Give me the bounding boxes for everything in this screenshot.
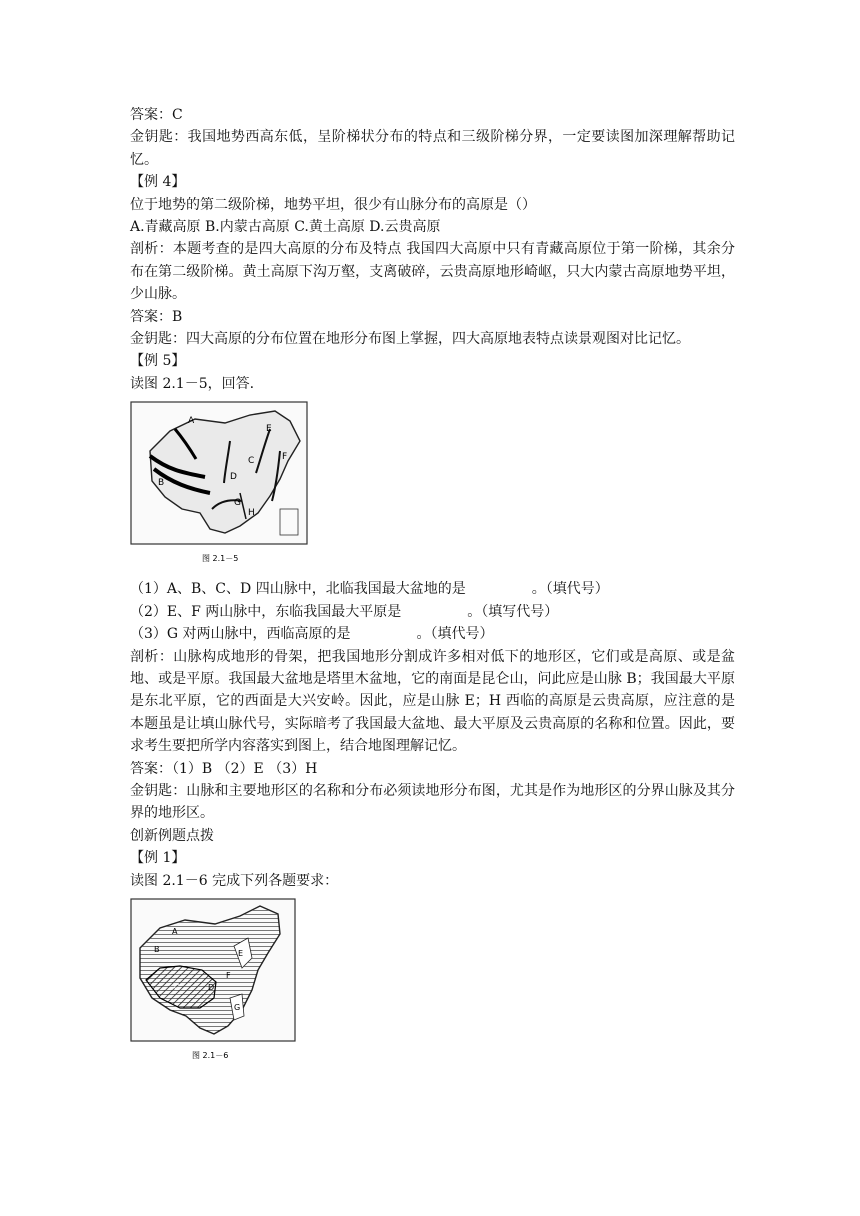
china-mountains-map: [130, 401, 310, 566]
map2-label-e: E: [238, 948, 244, 958]
map-label-d: D: [230, 472, 237, 483]
example-1-prompt: 读图 2.1－6 完成下列各题要求：: [130, 872, 339, 889]
answer-bundle: 答案：（1）B （2）E （3）H: [130, 760, 318, 777]
answer-b: 答案：B: [130, 308, 183, 325]
example-4-heading: 【例 4】: [130, 174, 186, 191]
figure2-caption: 图 2.1－6: [192, 1050, 229, 1060]
analysis-1: 剖析：本题考查的是四大高原的分布及特点 我国四大高原中只有青藏高原位于第一阶梯，其余分布在第二级阶梯。黄土高原下沟万壑，支离破碎，云贵高原地形崎岖，只大内蒙古高原地势平坦，少山脉。: [130, 241, 735, 303]
example-5-heading: 【例 5】: [130, 353, 186, 370]
analysis-2: 剖析：山脉构成地形的骨架，把我国地形分割成许多相对低下的地形区，它们或是高原、或是盆地、或是平原。我国最大盆地是塔里木盆地，它的南面是昆仑山，问此应是山脉 B；我国最大平原是东北平原，它的西面是大兴安岭。因此，应是山脉 E；H 西临的高原是云贵高原，应注意的是本题虽是让填山脉代号，实际暗考了我国最大盆地、最大平原及云贵高原的名称和位置。因此，要求考生要把所学内容落实到图上，结合地图理解记忆。: [130, 648, 735, 755]
map-label-a: A: [188, 416, 195, 427]
figure-caption: 图 2.1－5: [202, 554, 239, 564]
map-label-b: B: [158, 478, 165, 489]
china-regions-map: [130, 898, 298, 1063]
key-tip-2: 金钥匙：四大高原的分布位置在地形分布图上掌握，四大高原地表特点读景观图对比记忆。: [130, 331, 690, 348]
map-label-h: H: [248, 508, 255, 519]
document-page: [130, 104, 735, 1063]
map-label-f: F: [282, 452, 288, 463]
map2-label-g: G: [234, 1002, 241, 1012]
map2-label-d: D: [208, 982, 215, 992]
question-2: （2）E、F 两山脉中，东临我国最大平原是 。（填写代号）: [130, 603, 559, 620]
map2-label-a: A: [172, 926, 178, 936]
map-label-g: G: [234, 498, 241, 509]
key-tip-1: 金钥匙：我国地势西高东低，呈阶梯状分布的特点和三级阶梯分界，一定要读图加深理解帮助记忆。: [130, 129, 735, 168]
example-5-prompt: 读图 2.1－5，回答.: [130, 375, 255, 392]
section-innovation: 创新例题点拨: [130, 827, 214, 844]
question-1: （1）A、B、C、D 四山脉中，北临我国最大盆地的是 。（填代号）: [130, 581, 609, 598]
key-tip-3: 金钥匙：山脉和主要地形区的名称和分布必须读地形分布图，尤其是作为地形区的分界山脉及其分界的地形区。: [130, 782, 735, 822]
map2-label-b: B: [154, 944, 160, 954]
map2-label-f: F: [226, 970, 231, 980]
map2-label-c: C: [174, 982, 180, 992]
answer-c: 答案：C: [130, 107, 183, 123]
example-4-options: A.青藏高原 B.内蒙古高原 C.黄土高原 D.云贵高原: [130, 219, 441, 236]
map-label-c: C: [248, 456, 255, 467]
figure-2-1-6: [130, 898, 735, 1063]
map-label-e: E: [266, 424, 272, 435]
example-4-question: 位于地势的第二级阶梯，地势平坦，很少有山脉分布的高原是（）: [130, 196, 536, 213]
question-3: （3）G 对两山脉中，西临高原的是 。（填代号）: [130, 626, 494, 643]
figure-2-1-5: [130, 401, 735, 566]
example-1-heading: 【例 1】: [130, 850, 186, 867]
